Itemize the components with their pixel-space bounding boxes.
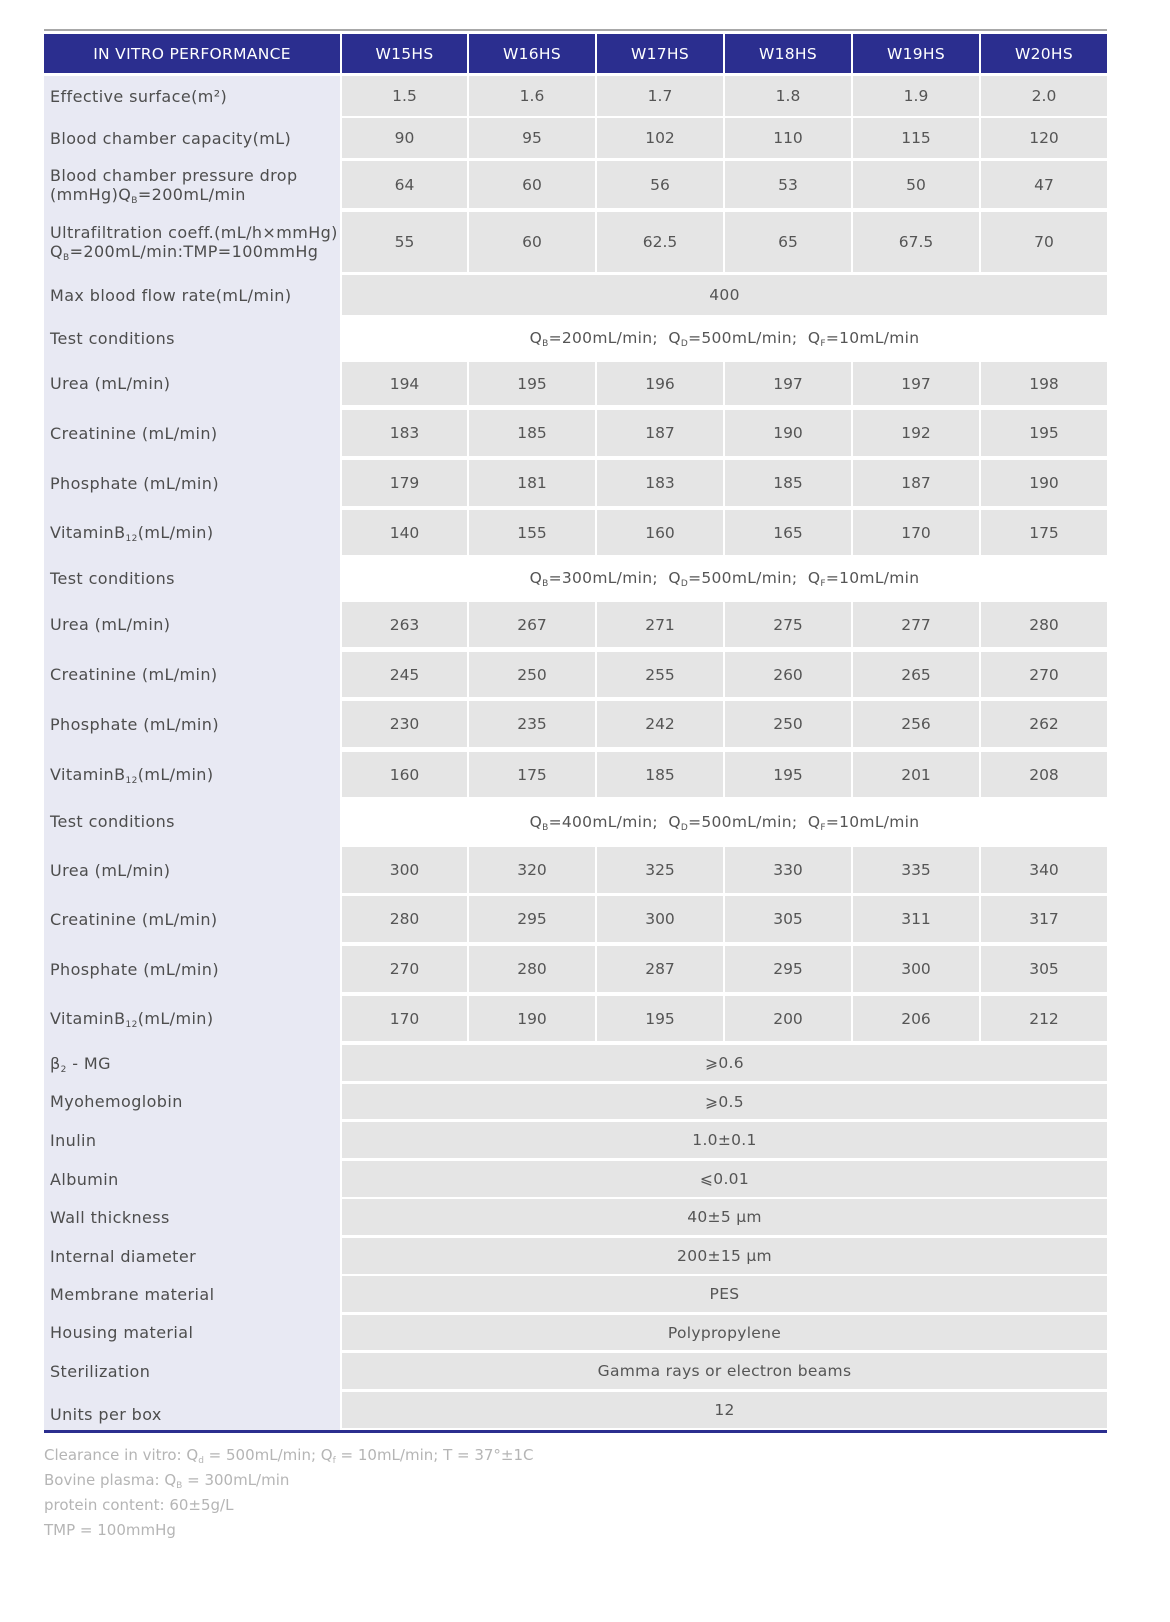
row-label-line2 bbox=[50, 185, 298, 204]
row-label: Urea (mL/min) bbox=[50, 860, 171, 880]
table-row-clearance bbox=[44, 701, 1107, 747]
value-cell: 95 bbox=[469, 118, 595, 158]
value-cell: 197 bbox=[853, 362, 979, 405]
value-cell: 200 bbox=[725, 996, 851, 1041]
row-label-line1: Ultrafiltration coeff.(mL/h×mmHg) bbox=[50, 223, 338, 242]
value-cell: 325 bbox=[597, 847, 723, 893]
value-cell: 206 bbox=[853, 996, 979, 1041]
table-row-b2-mg bbox=[44, 1045, 1107, 1081]
cond-text: =500mL/min; bbox=[688, 329, 798, 347]
value-cell: 270 bbox=[981, 652, 1107, 697]
value-cell: 160 bbox=[597, 510, 723, 555]
cond-subscript: F bbox=[820, 579, 826, 589]
value-cell: 175 bbox=[469, 752, 595, 797]
label-text: β bbox=[50, 1053, 61, 1073]
row-label bbox=[50, 510, 213, 555]
value-cell: 263 bbox=[342, 602, 467, 647]
table-row-clearance bbox=[44, 362, 1107, 405]
value-cell: 64 bbox=[342, 161, 467, 208]
cond-subscript: B bbox=[542, 822, 549, 833]
value-cell: 160 bbox=[342, 752, 467, 797]
value-cell: 1.7 bbox=[597, 76, 723, 116]
value-cell: 280 bbox=[342, 896, 467, 942]
header-model: W20HS bbox=[981, 34, 1107, 73]
value-cell: 300 bbox=[853, 946, 979, 992]
table-row-clearance bbox=[44, 752, 1107, 797]
value-cell: 275 bbox=[725, 602, 851, 647]
value-cell: 185 bbox=[597, 752, 723, 797]
footnote-bovine-plasma bbox=[44, 1468, 534, 1493]
value-cell: ⩽0.01 bbox=[342, 1161, 1107, 1197]
value-cell: 195 bbox=[725, 752, 851, 797]
table-row-clearance bbox=[44, 946, 1107, 992]
cond-text: =200mL/min; bbox=[548, 329, 658, 347]
value-cell: 187 bbox=[597, 410, 723, 456]
value-cell: 300 bbox=[597, 896, 723, 942]
row-label: Membrane material bbox=[50, 1284, 215, 1304]
cond-subscript: F bbox=[820, 339, 826, 349]
value-cell: 245 bbox=[342, 652, 467, 697]
cond-text: =300mL/min; bbox=[548, 569, 658, 587]
value-cell: 305 bbox=[725, 896, 851, 942]
value-cell: 1.5 bbox=[342, 76, 467, 116]
value-cell: 102 bbox=[597, 118, 723, 158]
table-row-membrane-material bbox=[44, 1276, 1107, 1312]
table-row-wall-thickness bbox=[44, 1199, 1107, 1235]
value-cell: 265 bbox=[853, 652, 979, 697]
row-label bbox=[50, 1045, 111, 1081]
cond-text: Q bbox=[529, 329, 543, 347]
row-label: Housing material bbox=[50, 1323, 194, 1342]
footnote-protein-content: protein content: 60±5g/L bbox=[44, 1496, 234, 1514]
value-cell: 56 bbox=[597, 161, 723, 208]
value-cell: Gamma rays or electron beams bbox=[342, 1353, 1107, 1389]
label-text: - MG bbox=[66, 1053, 111, 1073]
table-row-blood-chamber-capacity bbox=[44, 118, 1107, 158]
note-text: Clearance in vitro: Q bbox=[44, 1446, 199, 1464]
value-cell: 67.5 bbox=[853, 212, 979, 272]
note-subscript: d bbox=[198, 1456, 204, 1466]
value-cell: 250 bbox=[469, 652, 595, 697]
table-row-albumin bbox=[44, 1161, 1107, 1197]
label-subscript: 2 bbox=[60, 1064, 67, 1075]
cond-text: Q bbox=[529, 569, 543, 587]
value-cell: 320 bbox=[469, 847, 595, 893]
cond-subscript: B bbox=[542, 339, 549, 349]
value-cell: 287 bbox=[597, 946, 723, 992]
value-cell: 2.0 bbox=[981, 76, 1107, 116]
value-cell: 65 bbox=[725, 212, 851, 272]
label-text: Q bbox=[50, 242, 63, 261]
value-cell: 1.9 bbox=[853, 76, 979, 116]
value-cell: 183 bbox=[342, 410, 467, 456]
table-row-test-conditions bbox=[44, 800, 1107, 843]
table-row-test-conditions bbox=[44, 558, 1107, 598]
row-label: Phosphate (mL/min) bbox=[50, 959, 219, 979]
value-cell: 190 bbox=[981, 460, 1107, 506]
label-text: VitaminB bbox=[50, 765, 126, 784]
row-label: Myohemoglobin bbox=[50, 1092, 183, 1111]
row-label: Creatinine (mL/min) bbox=[50, 665, 218, 684]
value-cell: 165 bbox=[725, 510, 851, 555]
value-cell: 185 bbox=[725, 460, 851, 506]
test-condition-value bbox=[342, 800, 1107, 843]
value-cell: 277 bbox=[853, 602, 979, 647]
cond-text: =500mL/min; bbox=[688, 812, 798, 831]
row-label: Phosphate (mL/min) bbox=[50, 714, 219, 734]
header-model: W19HS bbox=[853, 34, 979, 73]
value-cell: 198 bbox=[981, 362, 1107, 405]
table-row-clearance bbox=[44, 847, 1107, 893]
value-cell: 195 bbox=[981, 410, 1107, 456]
value-cell: 115 bbox=[853, 118, 979, 158]
test-condition-value bbox=[342, 558, 1107, 598]
value-cell: 197 bbox=[725, 362, 851, 405]
value-cell: 183 bbox=[597, 460, 723, 506]
value-cell: 170 bbox=[342, 996, 467, 1041]
table-row-inulin bbox=[44, 1122, 1107, 1158]
row-label bbox=[50, 161, 298, 208]
row-label: Creatinine (mL/min) bbox=[50, 423, 218, 443]
value-cell: 255 bbox=[597, 652, 723, 697]
table-row-sterilization bbox=[44, 1353, 1107, 1389]
value-cell: 295 bbox=[469, 896, 595, 942]
value-cell: 1.8 bbox=[725, 76, 851, 116]
row-label: Internal diameter bbox=[50, 1246, 197, 1266]
label-text: (mmHg)Q bbox=[50, 184, 132, 204]
cond-subscript: D bbox=[680, 339, 689, 349]
value-cell: 212 bbox=[981, 996, 1107, 1041]
value-cell: 400 bbox=[342, 275, 1107, 315]
test-condition-value bbox=[342, 318, 1107, 358]
label-text: (mL/min) bbox=[137, 1009, 214, 1028]
value-cell: 330 bbox=[725, 847, 851, 893]
label-text: VitaminB bbox=[50, 523, 126, 542]
cond-text: Q bbox=[807, 329, 821, 347]
note-subscript: f bbox=[332, 1456, 336, 1466]
label-text: =200mL/min:TMP=100mmHg bbox=[69, 242, 319, 261]
header-title: IN VITRO PERFORMANCE bbox=[44, 34, 340, 73]
cond-text: =400mL/min; bbox=[548, 812, 658, 831]
value-cell: 256 bbox=[853, 701, 979, 747]
table-row-myohemoglobin bbox=[44, 1084, 1107, 1119]
table-row-ultrafiltration bbox=[44, 212, 1107, 272]
value-cell: 201 bbox=[853, 752, 979, 797]
row-label bbox=[50, 212, 338, 272]
value-cell: 250 bbox=[725, 701, 851, 747]
value-cell: 190 bbox=[469, 996, 595, 1041]
row-label: Effective surface(m²) bbox=[50, 86, 228, 106]
label-text: (mL/min) bbox=[137, 523, 214, 542]
value-cell: 1.0±0.1 bbox=[342, 1122, 1107, 1158]
value-cell: ⩾0.6 bbox=[342, 1045, 1107, 1081]
value-cell: 200±15 μm bbox=[342, 1238, 1107, 1274]
value-cell: 280 bbox=[469, 946, 595, 992]
value-cell: 262 bbox=[981, 701, 1107, 747]
value-cell: 70 bbox=[981, 212, 1107, 272]
value-cell: 335 bbox=[853, 847, 979, 893]
value-cell: 187 bbox=[853, 460, 979, 506]
value-cell: 50 bbox=[853, 161, 979, 208]
table-row-pressure-drop bbox=[44, 161, 1107, 208]
value-cell: 1.6 bbox=[469, 76, 595, 116]
row-label bbox=[50, 752, 213, 797]
row-label: Test conditions bbox=[50, 568, 175, 588]
value-cell: 155 bbox=[469, 510, 595, 555]
table-row-internal-diameter bbox=[44, 1238, 1107, 1274]
value-cell: 235 bbox=[469, 701, 595, 747]
value-cell: 140 bbox=[342, 510, 467, 555]
row-label: Wall thickness bbox=[50, 1207, 170, 1227]
value-cell: 120 bbox=[981, 118, 1107, 158]
cond-text: Q bbox=[807, 812, 821, 831]
value-cell: 12 bbox=[342, 1392, 1107, 1428]
value-cell: 195 bbox=[469, 362, 595, 405]
value-cell: 62.5 bbox=[597, 212, 723, 272]
row-label: Max blood flow rate(mL/min) bbox=[50, 285, 292, 305]
value-cell: Polypropylene bbox=[342, 1315, 1107, 1350]
value-cell: 90 bbox=[342, 118, 467, 158]
row-label: Urea (mL/min) bbox=[50, 374, 171, 393]
row-label: Test conditions bbox=[50, 812, 175, 831]
cond-text: =10mL/min bbox=[825, 329, 920, 347]
header-model: W17HS bbox=[597, 34, 723, 73]
row-label: Phosphate (mL/min) bbox=[50, 473, 219, 493]
bottom-rule bbox=[44, 1430, 1107, 1433]
value-cell: 230 bbox=[342, 701, 467, 747]
value-cell: 55 bbox=[342, 212, 467, 272]
cond-text: Q bbox=[807, 569, 821, 587]
value-cell: 300 bbox=[342, 847, 467, 893]
value-cell: 53 bbox=[725, 161, 851, 208]
value-cell: 195 bbox=[597, 996, 723, 1041]
value-cell: 305 bbox=[981, 946, 1107, 992]
note-text: = 500mL/min; Q bbox=[203, 1446, 333, 1464]
header-model: W18HS bbox=[725, 34, 851, 73]
footnote-tmp: TMP = 100mmHg bbox=[44, 1521, 176, 1539]
value-cell: 192 bbox=[853, 410, 979, 456]
cond-subscript: D bbox=[680, 579, 689, 589]
value-cell: 47 bbox=[981, 161, 1107, 208]
note-text: = 10mL/min; T = 37°±1C bbox=[335, 1446, 534, 1464]
cond-text: Q bbox=[668, 329, 681, 347]
table-row-clearance bbox=[44, 602, 1107, 647]
value-cell: 181 bbox=[469, 460, 595, 506]
table-row-test-conditions bbox=[44, 318, 1107, 358]
value-cell: 242 bbox=[597, 701, 723, 747]
value-cell: 196 bbox=[597, 362, 723, 405]
table-row-max-blood-flow bbox=[44, 275, 1107, 315]
table-row-effective-surface bbox=[44, 76, 1107, 116]
value-cell: 208 bbox=[981, 752, 1107, 797]
cond-text: =10mL/min bbox=[825, 569, 920, 587]
row-label: Inulin bbox=[50, 1130, 97, 1150]
cond-subscript: B bbox=[542, 579, 549, 589]
value-cell: 40±5 μm bbox=[342, 1199, 1107, 1235]
cond-subscript: D bbox=[680, 822, 689, 833]
note-text: Bovine plasma: Q bbox=[44, 1471, 177, 1489]
label-subscript: B bbox=[131, 195, 138, 206]
value-cell: 110 bbox=[725, 118, 851, 158]
row-label-line2 bbox=[50, 242, 338, 261]
value-cell: 270 bbox=[342, 946, 467, 992]
row-label-line1: Blood chamber pressure drop bbox=[50, 165, 298, 185]
table-row-units-per-box bbox=[44, 1392, 1107, 1428]
table-row-clearance bbox=[44, 896, 1107, 942]
value-cell: ⩾0.5 bbox=[342, 1084, 1107, 1119]
value-cell: 340 bbox=[981, 847, 1107, 893]
value-cell: 311 bbox=[853, 896, 979, 942]
header-model: W15HS bbox=[342, 34, 467, 73]
row-label: Units per box bbox=[50, 1404, 162, 1424]
footnote-clearance bbox=[44, 1443, 534, 1468]
note-text: = 300mL/min bbox=[182, 1471, 290, 1489]
label-text: VitaminB bbox=[50, 1009, 126, 1028]
footnotes bbox=[44, 1443, 534, 1543]
cond-text: Q bbox=[529, 812, 543, 831]
table-row-housing-material bbox=[44, 1315, 1107, 1350]
header-model: W16HS bbox=[469, 34, 595, 73]
table-row-clearance bbox=[44, 510, 1107, 555]
label-subscript: 12 bbox=[125, 1020, 138, 1030]
value-cell: 194 bbox=[342, 362, 467, 405]
table-row-clearance bbox=[44, 460, 1107, 506]
value-cell: PES bbox=[342, 1276, 1107, 1312]
label-text: =200mL/min bbox=[137, 184, 246, 204]
row-label: Blood chamber capacity(mL) bbox=[50, 128, 292, 148]
row-label: Urea (mL/min) bbox=[50, 615, 171, 634]
value-cell: 190 bbox=[725, 410, 851, 456]
value-cell: 271 bbox=[597, 602, 723, 647]
value-cell: 175 bbox=[981, 510, 1107, 555]
value-cell: 60 bbox=[469, 212, 595, 272]
value-cell: 179 bbox=[342, 460, 467, 506]
label-text: (mL/min) bbox=[137, 765, 214, 784]
cond-subscript: F bbox=[820, 822, 826, 833]
row-label bbox=[50, 996, 213, 1041]
label-subscript: 12 bbox=[125, 534, 138, 544]
value-cell: 260 bbox=[725, 652, 851, 697]
label-subscript: 12 bbox=[125, 776, 138, 786]
row-label: Sterilization bbox=[50, 1361, 151, 1381]
row-label: Albumin bbox=[50, 1169, 119, 1189]
row-label: Creatinine (mL/min) bbox=[50, 909, 218, 929]
value-cell: 267 bbox=[469, 602, 595, 647]
note-subscript: B bbox=[176, 1481, 183, 1491]
table-row-clearance bbox=[44, 410, 1107, 456]
top-rule bbox=[44, 29, 1107, 31]
value-cell: 170 bbox=[853, 510, 979, 555]
table-row-clearance bbox=[44, 652, 1107, 697]
table-row-clearance bbox=[44, 996, 1107, 1041]
value-cell: 295 bbox=[725, 946, 851, 992]
row-label: Test conditions bbox=[50, 328, 175, 348]
cond-text: Q bbox=[668, 812, 681, 831]
value-cell: 185 bbox=[469, 410, 595, 456]
cond-text: Q bbox=[668, 569, 681, 587]
value-cell: 60 bbox=[469, 161, 595, 208]
header-row bbox=[44, 34, 1107, 73]
value-cell: 317 bbox=[981, 896, 1107, 942]
cond-text: =500mL/min; bbox=[688, 569, 798, 587]
label-subscript: B bbox=[63, 253, 70, 263]
cond-text: =10mL/min bbox=[825, 812, 920, 831]
value-cell: 280 bbox=[981, 602, 1107, 647]
